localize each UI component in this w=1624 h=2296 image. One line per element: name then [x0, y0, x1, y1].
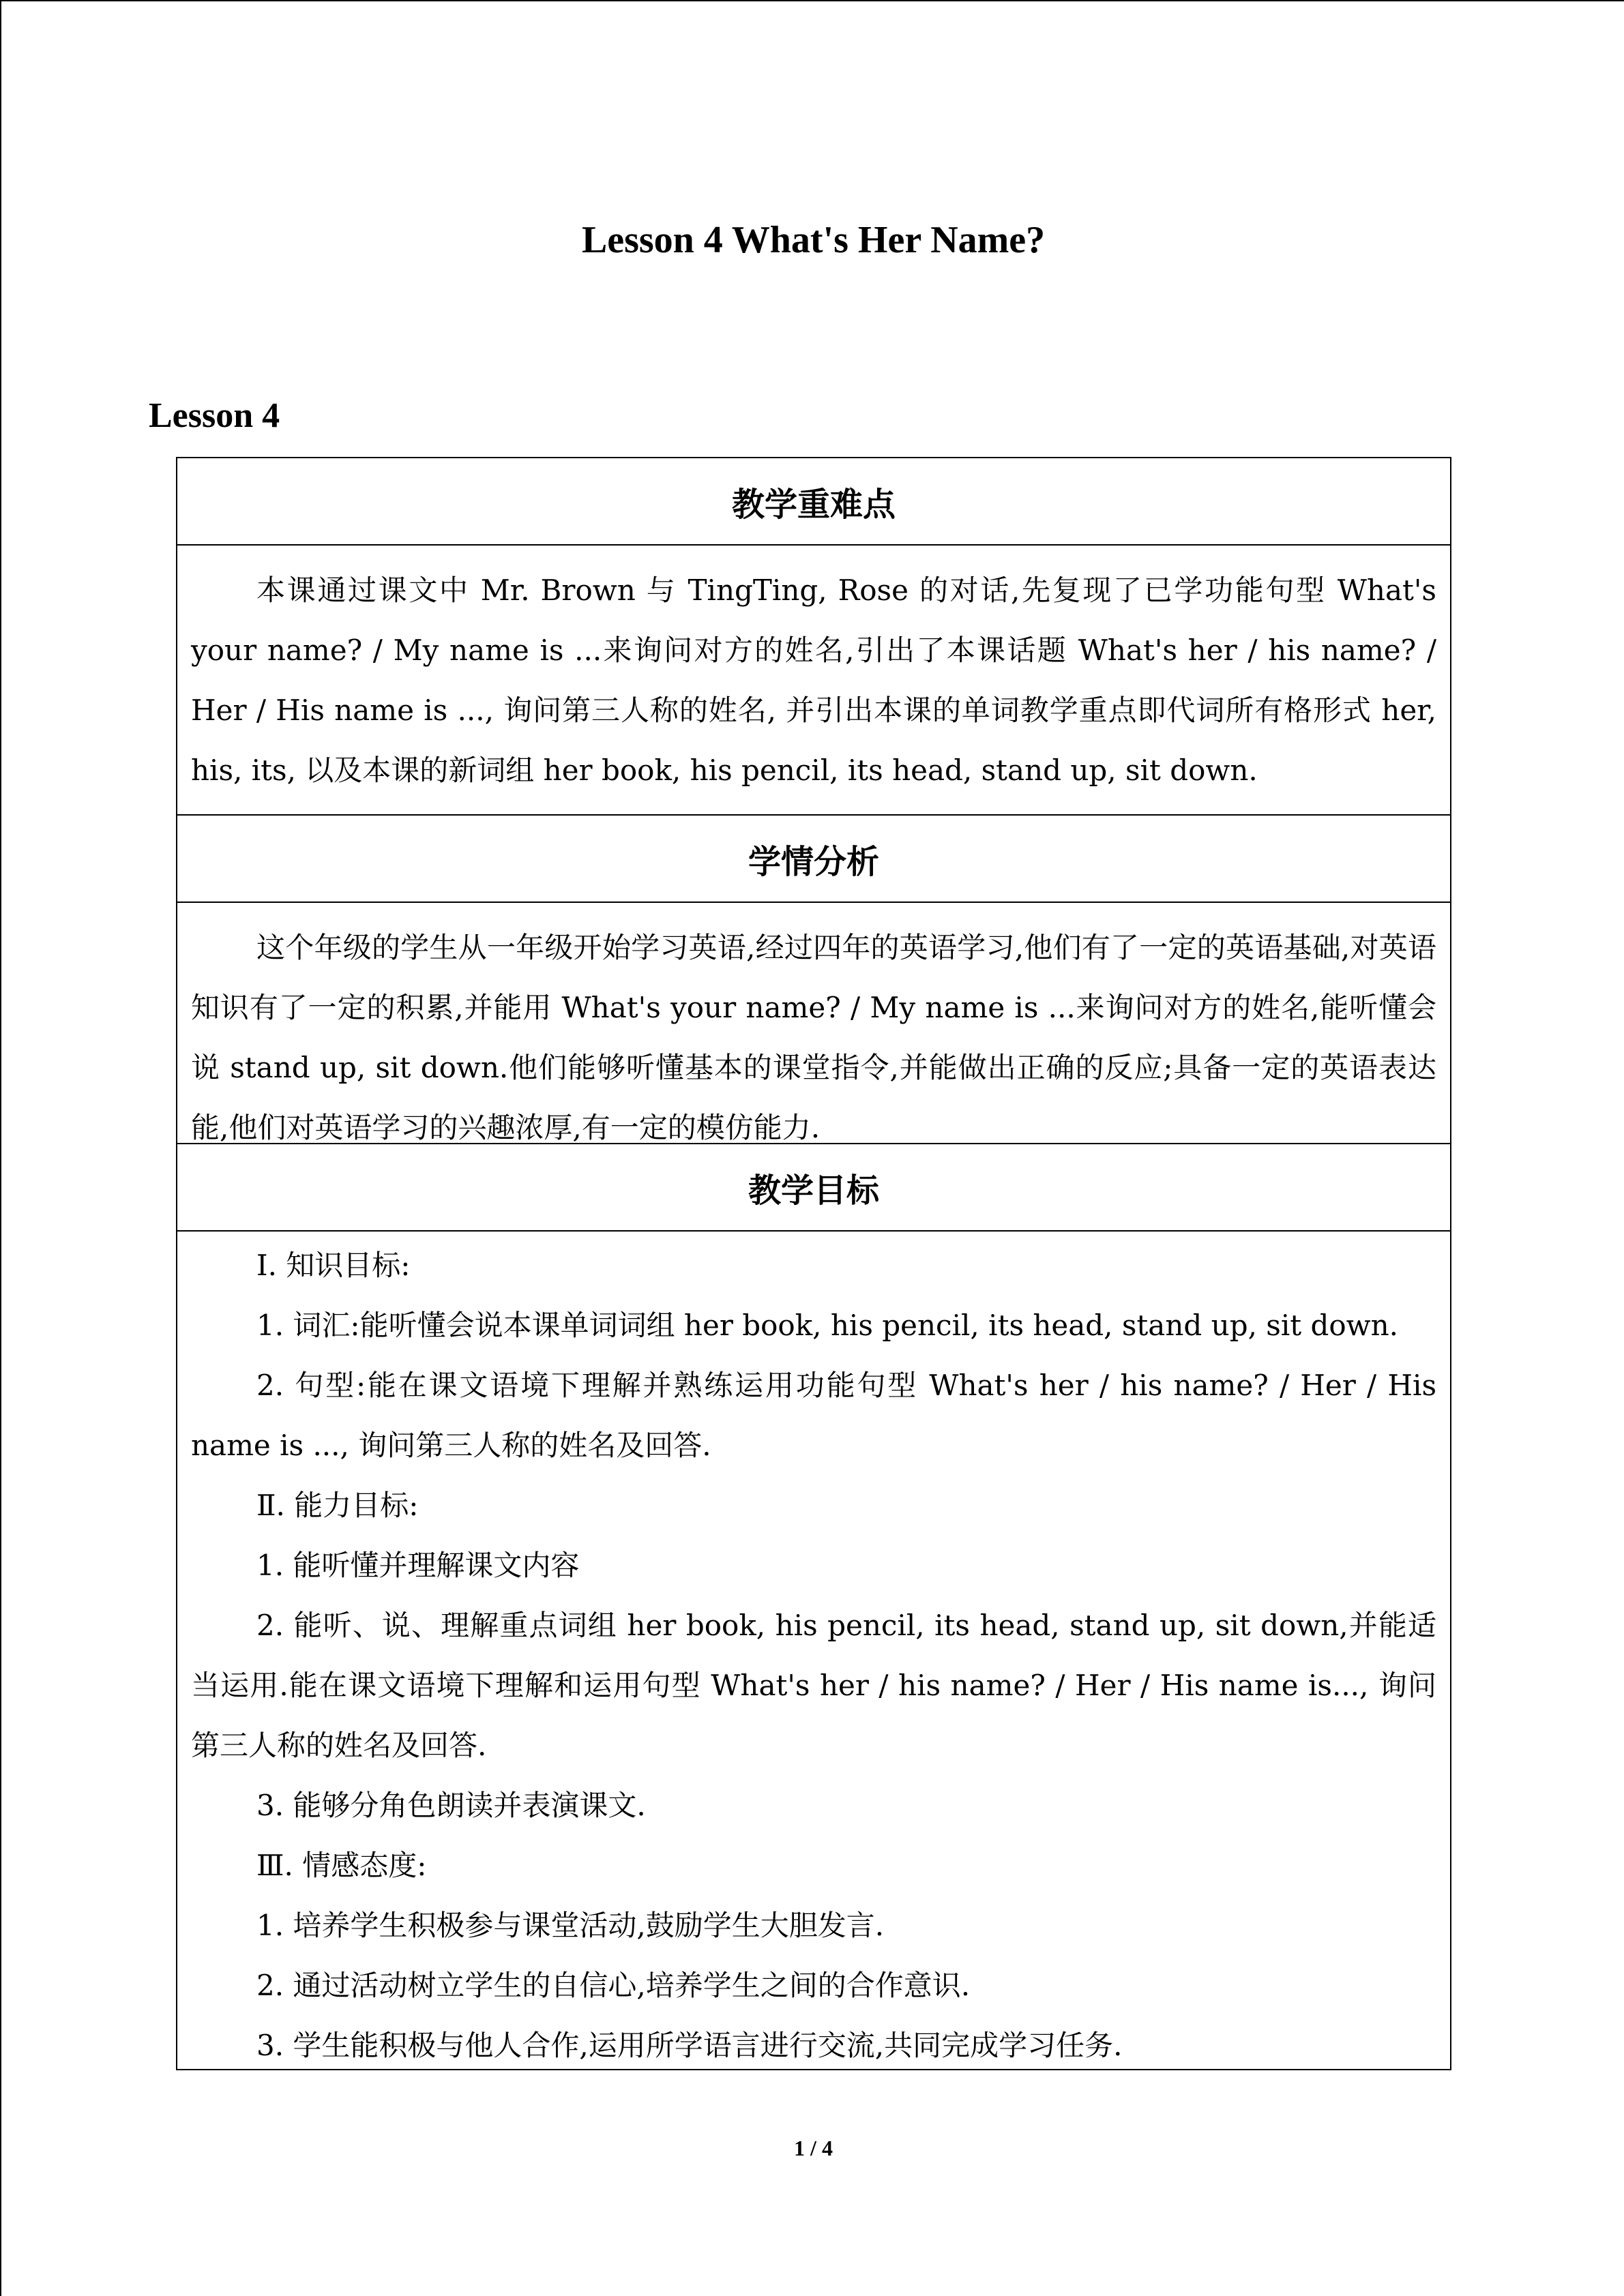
attitude-item-3: 3. 学生能积极与他人合作,运用所学语言进行交流,共同完成学习任务.	[256, 2029, 1123, 2062]
knowledge-item-2: 2. 句型:能在课文语境下理解并熟练运用功能句型 What's her / his name? / Her / His name is ..., 询问第三人称的姓名及回答.	[191, 1369, 1436, 1462]
objectives-cell	[177, 1232, 1450, 2069]
ability-item-2: 2. 能听、说、理解重点词组 her book, his pencil, its head, stand up, sit down,并能适当运用.能在课文语境下理解和运用句型 What's her / his name? / Her / His name is..., 询问第三人称的姓名及回答.	[191, 1609, 1436, 1762]
lesson-label: Lesson 4	[149, 396, 280, 435]
lesson-plan-table	[176, 457, 1451, 2070]
attitude-item-2: 2. 通过活动树立学生的自信心,培养学生之间的合作意识.	[256, 1969, 971, 2002]
learner-analysis-cell	[177, 903, 1450, 1144]
page-title: Lesson 4 What's Her Name?	[581, 219, 1046, 261]
ability-heading: Ⅱ. 能力目标:	[256, 1489, 419, 1522]
attitude-heading: Ⅲ. 情感态度:	[256, 1849, 427, 1882]
objectives-header: 教学目标	[177, 1144, 1450, 1232]
key-points-cell	[177, 546, 1450, 816]
ability-item-3: 3. 能够分角色朗读并表演课文.	[256, 1789, 646, 1822]
attitude-item-1: 1. 培养学生积极参与课堂活动,鼓励学生大胆发言.	[256, 1909, 885, 1942]
learner-analysis-header: 学情分析	[177, 816, 1450, 903]
knowledge-heading: Ⅰ. 知识目标:	[256, 1249, 411, 1282]
key-points-header: 教学重难点	[177, 458, 1450, 546]
learner-analysis-text: 这个年级的学生从一年级开始学习英语,经过四年的英语学习,他们有了一定的英语基础,对英语知识有了一定的积累,并能用 What's your name? / My name is ...来询问对方的姓名,能听懂会说 stand up, sit down.他们能够听懂基本的课堂指令,并能做出正确的反应;具备一定的英语表达能,他们对英语学习的兴趣浓厚,有一定的模仿能力.	[191, 931, 1436, 1144]
page-number: 1 / 4	[794, 2136, 833, 2160]
key-points-text: 本课通过课文中 Mr. Brown 与 TingTing, Rose 的对话,先复现了已学功能句型 What's your name? / My name is ...来询问对方的姓名,引出了本课话题 What's her / his name? / Her / His name is ..., 询问第三人称的姓名, 并引出本课的单词教学重点即代词所有格形式 her, his, its, 以及本课的新词组 her book, his pencil, its head, stand up, sit down.	[191, 573, 1436, 787]
knowledge-item-1: 1. 词汇:能听懂会说本课单词词组 her book, his pencil, its head, stand up, sit down.	[256, 1309, 1399, 1342]
ability-item-1: 1. 能听懂并理解课文内容	[256, 1549, 580, 1582]
